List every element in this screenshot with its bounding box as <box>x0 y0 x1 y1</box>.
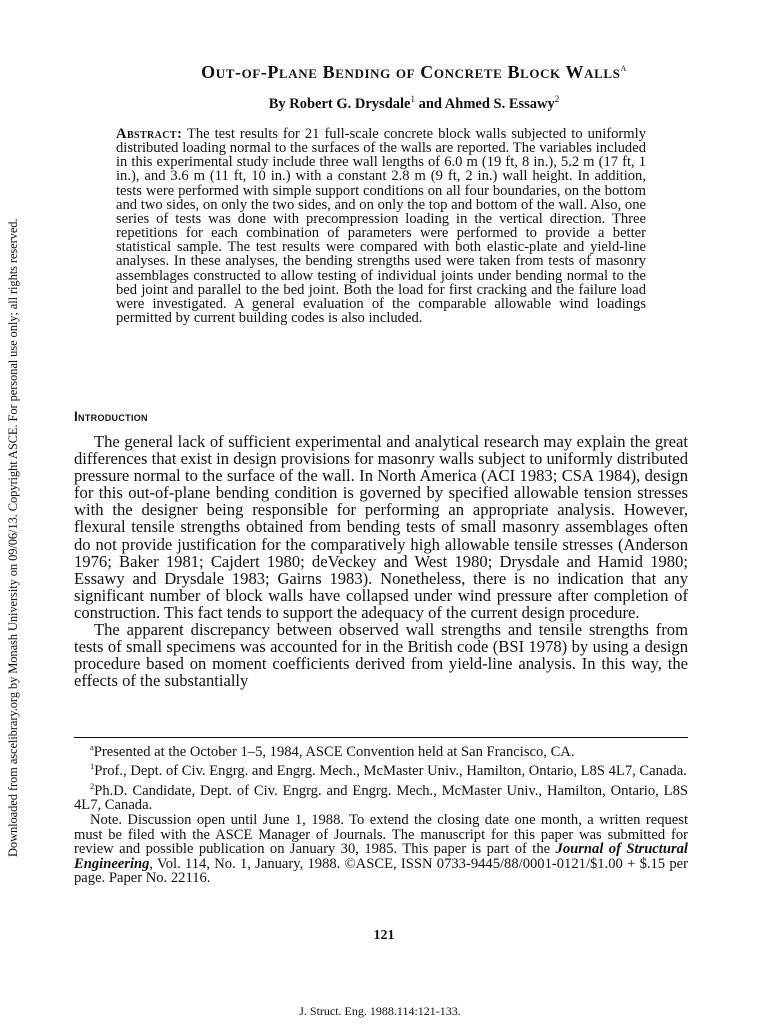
discussion-note-text: Note. Discussion open until June 1, 1988. To extend the closing date one month, a written request must be filed with the ASCE Manager of Journals. The manuscript for this paper was submitted for review and possible publication on January 30, 1985. This paper is part of the <box>74 811 688 858</box>
footnotes <box>74 740 688 886</box>
footnote-rule <box>74 737 688 738</box>
footnote-1-marker: 1 <box>90 761 95 772</box>
footnote-a-text: Presented at the October 1–5, 1984, ASCE Convention held at San Francisco, CA. <box>93 743 575 760</box>
discussion-note-details: , Vol. 114, No. 1, January, 1988. ©ASCE, ISSN 0733-9445/88/0001-0121/$1.00 + $.15 per page. Paper No. 22116. <box>74 855 688 887</box>
footnote-1-text: Prof., Dept. of Civ. Engrg. and Engrg. Mech., McMaster Univ., Hamilton, Ontario, L8S 4L7, Canada. <box>94 763 687 780</box>
footnote-a-marker: a <box>90 742 94 752</box>
abstract <box>116 127 646 325</box>
authors-by: By Robert G. Drysdale <box>268 95 411 112</box>
footnote-2 <box>74 779 688 813</box>
footnote-2-text: Ph.D. Candidate, Dept. of Civ. Engrg. and Engrg. Mech., McMaster Univ., Hamilton, Ontario, L8S 4L7, Canada. <box>74 782 688 814</box>
footnote-2-marker: 2 <box>90 780 95 791</box>
paper-title-text: Out-of-Plane Bending of Concrete Block Walls <box>201 62 621 82</box>
footnote-1 <box>74 759 688 778</box>
author-line <box>60 94 768 113</box>
title-footnote-marker: a <box>620 62 627 74</box>
paper-title <box>60 62 768 83</box>
page-number: 121 <box>373 928 395 943</box>
footnote-a <box>74 740 688 759</box>
discussion-note <box>74 813 688 886</box>
journal-name: Journal of Structural Engineering <box>74 841 688 872</box>
abstract-label: Abstract: <box>116 126 183 142</box>
download-watermark: Downloaded from ascelibrary.org by Monash University on 09/06/13. Copyright ASCE. For personal use only; all rights reserved. <box>6 218 20 857</box>
abstract-text: The test results for 21 full-scale concrete block walls subjected to uniformly distributed loading normal to the surfaces of the walls are reported. The variables included in this experimental study include three wall lengths of 6.0 m (19 ft, 8 in.), 5.2 m (17 ft, 1 in.), and 3.6 m (11 ft, 10 in.) with a constant 2.8 m (9 ft, 2 in.) wall height. In addition, tests were performed with simple support conditions on all four boundaries, on the bottom and two sides, on only the two sides, and on only the top and bottom of the wall. Also, one series of tests was done with precompression loading in the vertical direction. Three repetitions for each combination of parameters were performed to provide a better statistical sample. The test results were compared with both elastic-plate and yield-line analyses. In these analyses, the bending strengths used were taken from tests of masonry assemblages constructed to allow testing of individual joints under bending normal to the bed joint and parallel to the bed joint. Both the load for first cracking and the failure load were investigated. A general evaluation of the comparable allowable wind loadings permitted by current building codes is also included. <box>116 126 646 327</box>
introduction-body <box>74 433 688 689</box>
authors-and: and Ahmed S. Essawy <box>414 95 555 112</box>
body-paragraph: The general lack of sufficient experimental and analytical research may explain the great differences that exist in design provisions for masonry walls subject to uniformly distributed pressure normal to the surface of the wall. In North America (ACI 1983; CSA 1984), design for this out-of-plane bending condition is governed by specified allowable tension stresses with the designer being responsible for performing an appropriate analysis. However, flexural tensile strengths obtained from bending tests of small masonry assemblages often do not provide justification for the comparatively high allowable tensile stresses (Anderson 1976; Baker 1981; Cajdert 1980; deVeckey and West 1980; Drysdale and Hamid 1980; Essawy and Drysdale 1983; Gairns 1983). Nonetheless, there is no indication that any significant number of block walls have collapsed under wind pressure after completion of construction. This fact tends to support the adequacy of the current design procedure. <box>74 432 688 622</box>
citation-footer: J. Struct. Eng. 1988.114:121-133. <box>299 1004 461 1018</box>
section-heading-introduction: Introduction <box>74 409 148 424</box>
author2-marker: 2 <box>554 94 560 104</box>
author1-marker: 1 <box>410 94 415 104</box>
body-paragraph: The apparent discrepancy between observed wall strengths and tensile strengths from tests of small specimens was accounted for in the British code (BSI 1978) by using a design procedure based on moment coefficients derived from yield-line analysis. In this way, the effects of the substantially <box>74 620 688 691</box>
